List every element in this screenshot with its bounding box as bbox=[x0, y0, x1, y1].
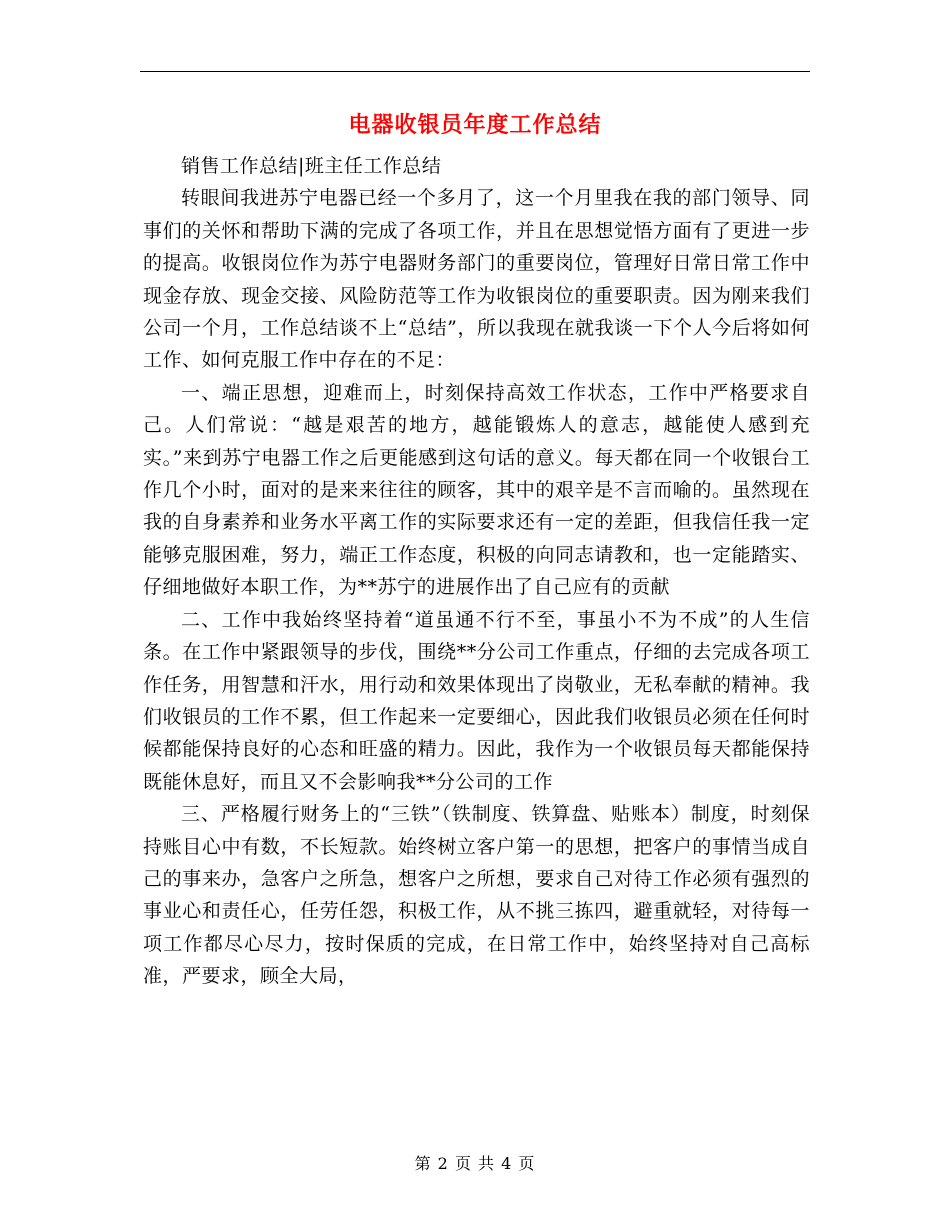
section-three-paragraph: 三、严格履行财务上的“三铁”（铁制度、铁算盘、贴账本）制度，时刻保持账目心中有数，不长短款。始终树立客户第一的思想，把客户的事情当成自己的事来办，急客户之所急，想客户之所想，要求自己对待工作必须有强烈的事业心和责任心，任劳任怨，积极工作，从不挑三拣四，避重就轻，对待每一项工作都尽心尽力，按时保质的完成，在日常工作中，始终坚持对自己高标准，严要求，顾全大局， bbox=[143, 803, 810, 988]
document-title: 电器收银员年度工作总结 bbox=[348, 113, 602, 138]
section-one-paragraph: 一、端正思想，迎难而上，时刻保持高效工作状态，工作中严格要求自己。人们常说：“越是艰苦的地方，越能锻炼人的意志，越能使人感到充实。”来到苏宁电器工作之后更能感到这句话的意义。每天都在同一个收银台工作几个小时，面对的是来来往往的顾客，其中的艰辛是不言而喻的。虽然现在我的自身素养和业务水平离工作的实际要求还有一定的差距，但我信任我一定能够克服困难，努力，端正工作态度，积极的向同志请教和，也一定能踏实、仔细地做好本职工作，为**苏宁的进展作出了自己应有的贡献 bbox=[143, 381, 810, 599]
header-rule bbox=[140, 71, 810, 72]
subtitle-paragraph: 销售工作总结|班主任工作总结 bbox=[181, 155, 442, 177]
intro-paragraph: 转眼间我进苏宁电器已经一个多月了，这一个月里我在我的部门领导、同事们的关怀和帮助下满的完成了各项工作，并且在思想觉悟方面有了更进一步的提高。收银岗位作为苏宁电器财务部门的重要岗位，管理好日常日常工作中现金存放、现金交接、风险防范等工作为收银岗位的重要职责。因为刚来我们公司一个月，工作总结谈不上“总结”，所以我现在就我谈一下个人今后将如何工作、如何克服工作中存在的不足： bbox=[143, 187, 810, 372]
document-body bbox=[143, 150, 810, 993]
section-two-paragraph: 二、工作中我始终坚持着“道虽通不行不至，事虽小不为不成”的人生信条。在工作中紧跟领导的步伐，围绕**分公司工作重点，仔细的去完成各项工作任务，用智慧和汗水，用行动和效果体现出了岗敬业，无私奉献的精神。我们收银员的工作不累，但工作起来一定要细心，因此我们收银员必须在任何时候都能保持良好的心态和旺盛的精力。因此，我作为一个收银员每天都能保持既能休息好，而且又不会影响我**分公司的工作 bbox=[143, 608, 810, 793]
page-number: 第 2 页 共 4 页 bbox=[414, 1154, 536, 1173]
